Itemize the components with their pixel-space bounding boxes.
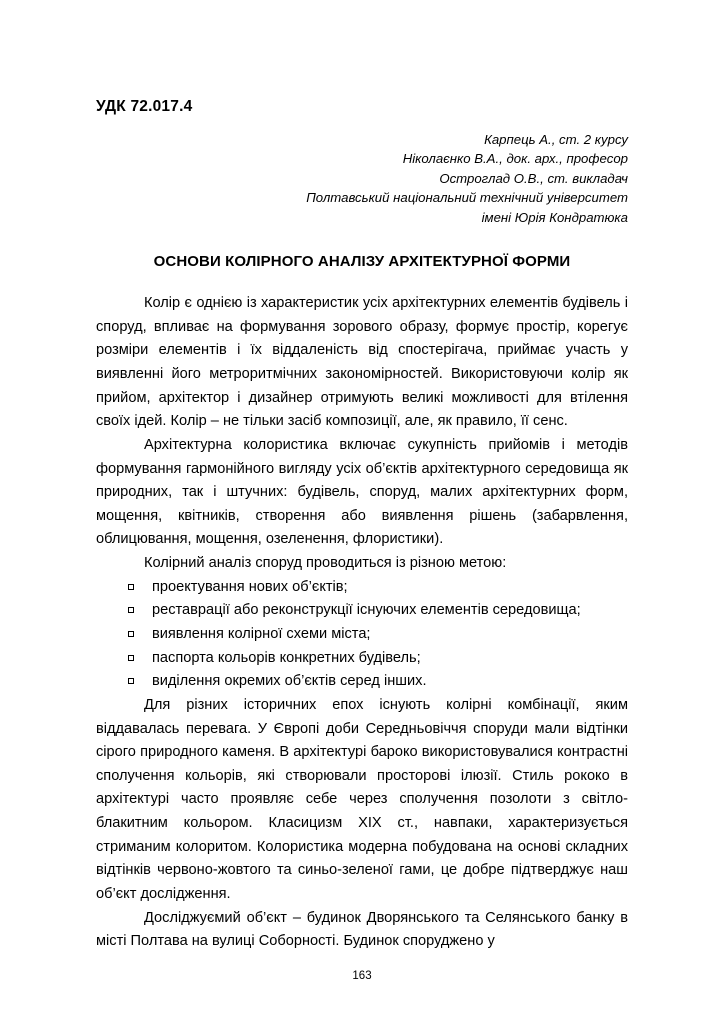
list-item: [126, 670, 628, 694]
square-bullet-icon: [128, 631, 134, 637]
list-item-label: паспорта кольорів конкретних будівель;: [152, 649, 421, 666]
list-item-label: реставрації або реконструкції існуючих елементів середовища;: [152, 602, 581, 619]
list-item-label: проектування нових об’єктів;: [152, 578, 348, 595]
body-text: [96, 292, 628, 954]
paragraph: Для різних історичних епох існують колірні комбінації, яким віддавалась перевага. У Європі доби Середньовіччя споруди мали відтінки сірого природного каменя. В архітектурі бароко використовувалися контрастні сполучення кольорів, які створювали просторові ілюзії. Стиль рококо в архітектурі часто проявляє себе через сполучення позолоти з світло-блакитним кольором. Класицизм XIX ст., навпаки, характеризується стриманим колоритом. Колористика модерна побудована на основі складних відтінків червоно-жовтого та синьо-зеленої гами, це добре підтверджує наш об’єкт дослідження.: [96, 696, 628, 903]
affiliation-line: імені Юрія Кондратюка: [481, 209, 628, 225]
list-item: [126, 647, 628, 671]
square-bullet-icon: [128, 655, 134, 661]
square-bullet-icon: [128, 607, 134, 613]
list-item: [126, 576, 628, 600]
author-line: Карпець А., ст. 2 курсу: [484, 132, 628, 147]
square-bullet-icon: [128, 584, 134, 590]
author-line: Остроглад О.В., ст. викладач: [439, 170, 628, 186]
list-item-label: виявлення колірної схеми міста;: [152, 626, 371, 642]
bullet-list: [96, 576, 628, 694]
page-title: ОСНОВИ КОЛІРНОГО АНАЛІЗУ АРХІТЕКТУРНОЇ ФОРМИ: [153, 253, 571, 271]
udk-code: УДК 72.017.4: [96, 98, 193, 115]
paragraph: Колірний аналіз споруд проводиться із різною метою:: [144, 555, 507, 572]
paragraph: Досліджуємий об’єкт – будинок Дворянського та Селянського банку в місті Полтава на вулиці Соборності. Будинок споруджено у: [96, 909, 628, 950]
author-line: Ніколаєнко В.А., док. арх., професор: [402, 151, 628, 167]
list-item: [126, 599, 628, 623]
affiliation-line: Полтавський національний технічний університет: [306, 190, 628, 206]
list-item-label: виділення окремих об’єктів серед інших.: [152, 673, 427, 690]
list-item: [126, 623, 628, 647]
square-bullet-icon: [128, 678, 134, 684]
page-number: 163: [352, 970, 372, 982]
paragraph: Колір є однією із характеристик усіх архітектурних елементів будівель і споруд, впливає на формування зорового образу, формує простір, корегує розміри елементів і їх віддаленість від спостерігача, приймає участь у виявленні його метроритмічних закономірностей. Використовуючи колір як прийом, архітектор і дизайнер отримують великі можливості для втілення своїх ідей. Колір – не тільки засіб композиції, але, як правило, її сенс.: [96, 295, 628, 430]
authors-block: [96, 130, 628, 227]
paragraph: Архітектурна колористика включає сукупність прийомів і методів формування гармонійного вигляду усіх об’єктів архітектурного середовища як природних, так і штучних: будівель, споруд, малих архітектурних форм, мощення, квітників, створення або виявлення рішень (забарвлення, облицювання, мощення, озеленення, флористики).: [96, 436, 628, 548]
